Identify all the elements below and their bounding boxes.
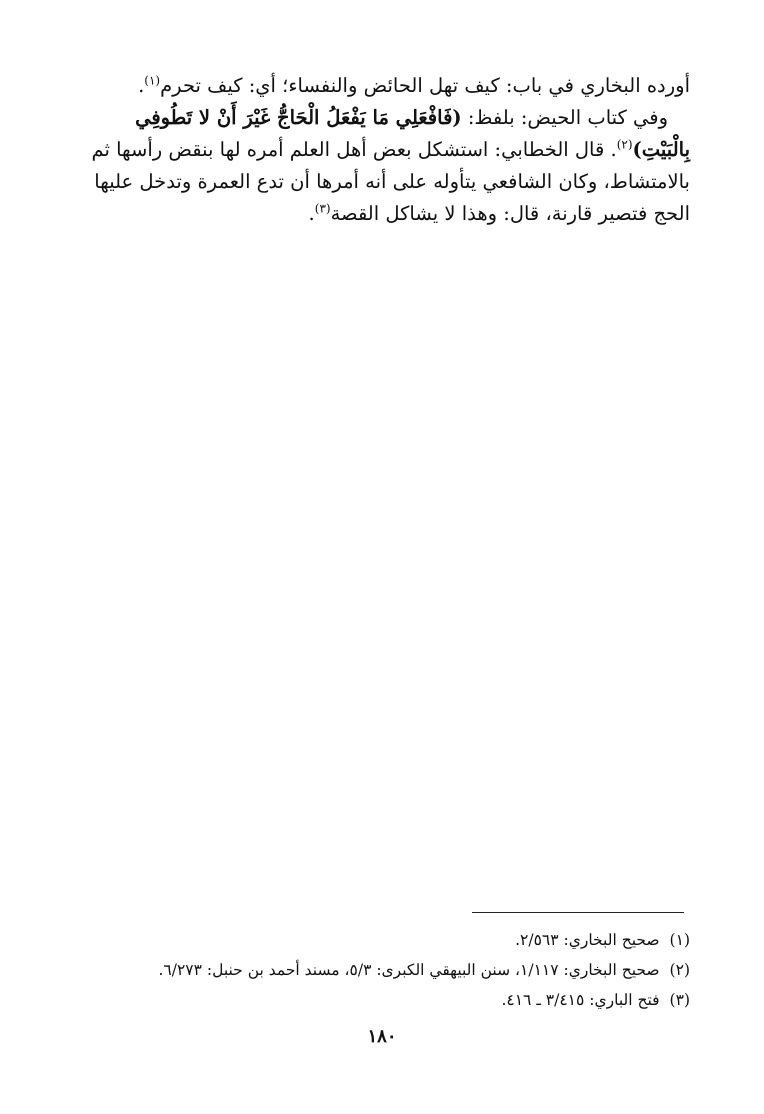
hadith-quote-end: بِالْبَيْتِ) xyxy=(632,138,690,161)
text-line-5: الحج فتصير قارنة، قال: وهذا لا يشاكل القصة$^{(٣)}$. xyxy=(308,201,690,225)
footnote-number: (٢) xyxy=(669,961,690,979)
footnote-3 xyxy=(95,985,690,1015)
page-number: ١٨٠ xyxy=(367,1026,397,1047)
hadith-quote: (فَافْعَلِي مَا يَفْعَلُ الْحَاجُّ غَيْرَ أَنْ لا تَطُوفِي xyxy=(135,106,462,129)
footnote-number: (٣) xyxy=(669,991,690,1009)
footnote-ref-3: (٣) xyxy=(314,201,331,216)
text-line-4: بالامتشاط، وكان الشافعي يتأوله على أنه أمرها أن تدع العمرة وتدخل عليها xyxy=(94,170,690,193)
footnotes xyxy=(95,925,690,1015)
footnote-number: (١) xyxy=(669,931,690,949)
footnote-ref-2: (٢) xyxy=(616,137,633,152)
text-line-3: بِالْبَيْتِ)$^{(٢)}$. قال الخطابي: استشكل بعض أهل العلم أمره لها بنقض رأسها ثم xyxy=(91,137,690,161)
footnote-separator xyxy=(472,912,684,913)
footnote-2 xyxy=(95,955,690,985)
footnote-text: فتح الباري: ٣/٤١٥ ـ ٤١٦. xyxy=(501,991,660,1009)
footnote-ref-1: (١) xyxy=(144,73,161,88)
text-line-1: أورده البخاري في باب: كيف تهل الحائض والنفساء؛ أي: كيف تحرم$^{(١)}$. xyxy=(138,73,690,97)
footnote-text: صحيح البخاري: ١/١١٧، سنن البيهقي الكبرى: ٥/٣، مسند أحمد بن حنبل: ٦/٢٧٣. xyxy=(158,961,660,979)
footnote-1 xyxy=(95,925,690,955)
footnote-text: صحيح البخاري: ٢/٥٦٣. xyxy=(515,931,660,949)
text-line-2: وفي كتاب الحيض: بلفظ: (فَافْعَلِي مَا يَفْعَلُ الْحَاجُّ غَيْرَ أَنْ لا تَطُوفِي xyxy=(135,106,668,129)
main-text xyxy=(91,70,690,230)
